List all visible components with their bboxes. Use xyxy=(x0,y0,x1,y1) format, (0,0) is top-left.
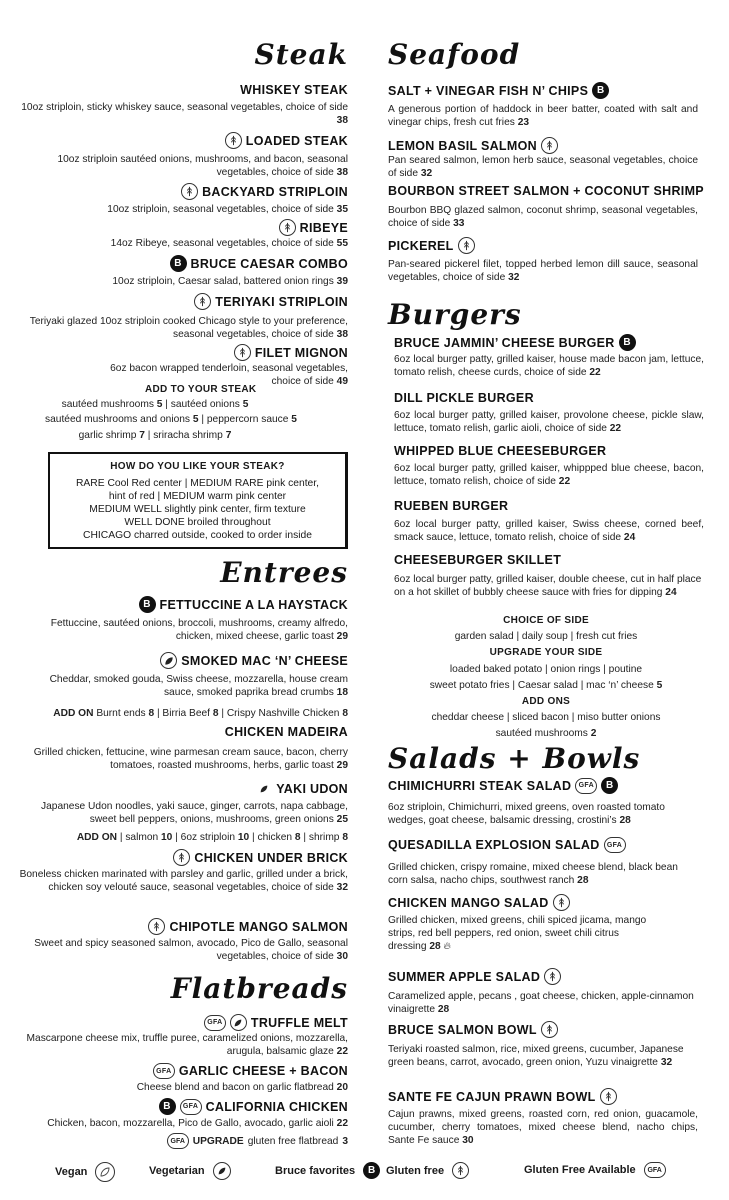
menu-item-description: 6oz local burger patty, grilled kaiser, house made bacon jam, lettuce, tomato relish, cheese curds, choice of side 22 xyxy=(394,354,704,378)
doneness-line: CHICAGO charred outside, cooked to order inside xyxy=(83,530,312,541)
menu-item-title xyxy=(153,1063,348,1079)
menu-item-title xyxy=(388,1021,558,1038)
item-name: BRUCE CAESAR COMBO xyxy=(190,256,348,271)
legend-label: Vegan xyxy=(55,1166,88,1178)
menu-item-title xyxy=(388,837,626,853)
gluten-free-icon xyxy=(181,183,198,200)
item-name: CHEESEBURGER SKILLET xyxy=(394,553,562,567)
menu-item-title xyxy=(173,849,348,866)
legend-label: Bruce favorites xyxy=(275,1164,356,1177)
menu-item-title xyxy=(181,183,348,200)
menu-item-description: Chicken, bacon, mozzarella, Pico de Gallo, avocado, garlic aioli 22 xyxy=(47,1118,348,1129)
doneness-line: RARE Cool Red center | MEDIUM RARE pink center, xyxy=(75,478,320,489)
udon-addon-line: ADD ON | salmon 10 | 6oz striploin 10 | chicken 8 | shrimp 8 xyxy=(76,832,348,843)
menu-item-title xyxy=(234,344,348,361)
item-name: YAKI UDON xyxy=(276,781,348,796)
menu-item-description: Cajun prawns, mixed greens, roasted corn, red onion, guacamole, cucumber, cherry tomatoes, mixed cheese blend, nacho chips, Sante Fe sauce 30 xyxy=(388,1109,698,1146)
bruce-favorite-icon: B xyxy=(139,596,156,613)
item-name: CHICKEN UNDER BRICK xyxy=(194,850,348,865)
menu-item-description: Grilled chicken, mixed greens, chili spiced jicama, mango strips, red bell peppers, red onion, sweet chili citrus dressing 28 🔥︎ xyxy=(388,915,647,952)
menu-item-title xyxy=(204,1014,348,1031)
menu-item-description: Bourbon BBQ glazed salmon, coconut shrimp, seasonal vegetables, choice of side 33 xyxy=(388,205,698,229)
flatbreads-section-title: Flatbreads xyxy=(170,972,348,1005)
menu-item-description: Sweet and spicy seasoned salmon, avocado, Pico de Gallo, seasonal vegetables, choice of side 30 xyxy=(34,938,348,962)
legend-label: Vegetarian xyxy=(149,1165,205,1177)
menu-item-description: Teriyaki roasted salmon, rice, mixed greens, cucumber, Japanese green beans, carrot, avocado, green onion, Yuzu vinaigrette 32 xyxy=(388,1044,684,1068)
item-name: LEMON BASIL SALMON xyxy=(388,138,537,153)
item-name: FILET MIGNON xyxy=(254,345,348,360)
menu-item-title xyxy=(388,137,558,154)
doneness-line: MEDIUM WELL slightly pink center, firm texture xyxy=(89,504,306,515)
choice-of-side-title: CHOICE OF SIDE xyxy=(503,615,589,626)
item-name: CALIFORNIA CHICKEN xyxy=(205,1099,348,1114)
spicy-flame-icon: 🔥︎ xyxy=(443,941,452,952)
gluten-free-available-icon: GFA xyxy=(167,1133,189,1149)
vegetarian-icon xyxy=(213,1162,231,1180)
legend-label: Gluten Free Available xyxy=(524,1164,636,1176)
menu-item-title xyxy=(394,334,636,351)
menu-item-description: 6oz bacon wrapped tenderloin, seasonal vegetables, choice of side 49 xyxy=(110,363,348,387)
gluten-free-available-icon: GFA xyxy=(644,1162,666,1178)
item-name: FETTUCCINE A LA HAYSTACK xyxy=(159,597,348,612)
menu-item-description: Grilled chicken, fettucine, wine parmesan cream sauce, bacon, cherry tomatoes, roasted mushrooms, herbs, garlic toast 29 xyxy=(33,747,348,771)
doneness-line: WELL DONE broiled throughout xyxy=(124,517,271,528)
menu-item-title xyxy=(255,780,348,797)
upgrade-side-line: sweet potato fries | Caesar salad | mac ‘n’ cheese 5 xyxy=(429,680,663,691)
item-name: TERIYAKI STRIPLOIN xyxy=(215,294,348,309)
menu-item-title xyxy=(148,918,348,935)
upgrade-side-title: UPGRADE YOUR SIDE xyxy=(489,647,603,658)
choice-of-side-line: garden salad | daily soup | fresh cut fries xyxy=(454,631,638,642)
entrees-section-title: Entrees xyxy=(220,556,348,589)
menu-item-title xyxy=(240,83,348,97)
gluten-free-icon xyxy=(541,1021,558,1038)
item-name: WHISKEY STEAK xyxy=(240,83,348,97)
legend-label: Gluten free xyxy=(386,1164,445,1177)
menu-item-description: Pan-seared pickerel filet, topped herbed lemon dill sauce, seasonal vegetables, choice of side 32 xyxy=(388,259,698,283)
gluten-free-available-icon: GFA xyxy=(153,1063,175,1079)
menu-item-description: Cheese blend and bacon on garlic flatbread 20 xyxy=(136,1082,348,1093)
steak-addons-title: ADD TO YOUR STEAK xyxy=(145,384,257,395)
item-name: SALT + VINEGAR FISH N’ CHIPS xyxy=(388,83,589,98)
item-name: SMOKED MAC ‘N’ CHEESE xyxy=(181,653,348,668)
item-name: TRUFFLE MELT xyxy=(250,1015,348,1030)
item-name: GARLIC CHEESE + BACON xyxy=(178,1064,348,1078)
menu-item-title xyxy=(160,652,348,669)
item-name: DILL PICKLE BURGER xyxy=(394,391,534,405)
menu-item-title xyxy=(388,82,609,99)
gluten-free-icon xyxy=(553,894,570,911)
steak-addons-line: sautéed mushrooms and onions 5 | peppercorn sauce 5 xyxy=(45,414,297,425)
menu-item-description: Teriyaki glazed 10oz striploin cooked Chicago style to your preference, seasonal vegetables, choice of side 38 xyxy=(29,316,348,340)
menu-item-title xyxy=(139,596,348,613)
menu-item-description: A generous portion of haddock in beer batter, coated with salt and vinegar chips, fresh cut fries 23 xyxy=(388,104,698,128)
menu-item-title xyxy=(388,1088,617,1105)
item-name: BOURBON STREET SALMON + COCONUT SHRIMP xyxy=(388,184,704,198)
gluten-free-icon xyxy=(600,1088,617,1105)
menu-item-description: Pan seared salmon, lemon herb sauce, seasonal vegetables, choice of side 32 xyxy=(388,155,698,179)
steak-doneness-box xyxy=(48,452,348,549)
bruce-favorite-icon: B xyxy=(159,1098,176,1115)
menu-item-title xyxy=(194,293,348,310)
menu-item-title xyxy=(394,553,561,567)
addons-title: ADD ONS xyxy=(521,696,571,707)
menu-item-title xyxy=(388,968,561,985)
salads-section-title: Salads + Bowls xyxy=(388,742,641,775)
doneness-line: hint of red | MEDIUM warm pink center xyxy=(108,491,287,502)
steak-addons-line: sautéed mushrooms 5 | sautéed onions 5 xyxy=(61,399,249,410)
menu-item-description: Boneless chicken marinated with parsley and garlic, grilled under a brick, chicken soy velouté sauce, seasonal vegetables, choice of side 32 xyxy=(19,869,348,893)
menu-item-description: Grilled chicken, crispy romaine, mixed cheese blend, black bean corn salsa, nacho chips, southwest ranch 28 xyxy=(388,862,678,886)
menu-item-description: 10oz striploin sautéed onions, mushrooms, and bacon, seasonal vegetables, choice of side 38 xyxy=(57,154,348,178)
vegetarian-icon xyxy=(255,780,272,797)
menu-item-title xyxy=(388,777,618,794)
menu-item-description: Cheddar, smoked gouda, Swiss cheese, mozzarella, house cream sauce, smoked paprika bread crumbs 18 xyxy=(49,674,348,698)
gluten-free-icon xyxy=(544,968,561,985)
gluten-free-icon xyxy=(194,293,211,310)
item-name: BRUCE SALMON BOWL xyxy=(388,1022,537,1037)
menu-item-description: 6oz local burger patty, grilled kaiser, double cheese, cut in half place on a hot skillet of bubbly cheese sauce with fries for dipping 24 xyxy=(394,574,702,598)
gluten-free-available-icon: GFA xyxy=(180,1099,202,1115)
item-name: PICKEREL xyxy=(388,238,454,253)
menu-item-title xyxy=(394,499,508,513)
menu-item-description: Caramelized apple, pecans , goat cheese, chicken, apple-cinnamon vinaigrette 28 xyxy=(388,991,694,1015)
item-name: CHICKEN MANGO SALAD xyxy=(388,895,549,910)
item-name: WHIPPED BLUE CHEESEBURGER xyxy=(394,444,607,458)
legend-gluten-free-available xyxy=(524,1162,666,1178)
legend-bruce-favorites xyxy=(275,1162,380,1179)
menu-item-description: 14oz Ribeye, seasonal vegetables, choice of side 55 xyxy=(110,238,348,249)
menu-item-description: Japanese Udon noodles, yaki sauce, ginger, carrots, napa cabbage, sweet bell peppers, onions, mushrooms, green onions 25 xyxy=(41,801,348,825)
legend-vegan xyxy=(55,1162,115,1182)
menu-item-description: Fettuccine, sautéed onions, broccoli, mushrooms, creamy alfredo, chicken, mixed cheese, garlic toast 29 xyxy=(50,618,348,642)
seafood-section-title: Seafood xyxy=(388,38,521,71)
menu-item-title xyxy=(225,725,348,739)
doneness-title: HOW DO YOU LIKE YOUR STEAK? xyxy=(110,461,285,472)
item-name: RUEBEN BURGER xyxy=(394,499,509,513)
menu-item-title xyxy=(159,1098,348,1115)
gluten-free-available-icon: GFA xyxy=(575,778,597,794)
item-name: RIBEYE xyxy=(299,220,348,235)
menu-item-title xyxy=(394,444,606,458)
item-price: 38 xyxy=(336,115,348,126)
gluten-free-icon xyxy=(148,918,165,935)
menu-item-title xyxy=(170,255,349,272)
gluten-free-icon xyxy=(452,1162,469,1179)
flatbread-upgrade-line: GFA UPGRADE gluten free flatbread 3 xyxy=(18,1133,348,1149)
burgers-section-title: Burgers xyxy=(388,298,522,331)
item-name: SANTE FE CAJUN PRAWN BOWL xyxy=(388,1089,596,1104)
vegetarian-icon xyxy=(160,652,177,669)
bruce-favorite-icon: B xyxy=(592,82,609,99)
item-name: CHIPOTLE MANGO SALMON xyxy=(169,919,348,934)
menu-item-description: 6oz striploin, Chimichurri, mixed greens, oven roasted tomato wedges, goat cheese, balsamic dressing, crostini’s 28 xyxy=(388,802,665,826)
gluten-free-icon xyxy=(458,237,475,254)
steak-addons-line: garlic shrimp 7 | sriracha shrimp 7 xyxy=(78,430,232,441)
vegetarian-icon xyxy=(230,1014,247,1031)
item-name: LOADED STEAK xyxy=(245,133,348,148)
item-name: CHICKEN MADEIRA xyxy=(224,725,348,739)
gluten-free-icon xyxy=(541,137,558,154)
addons-line: cheddar cheese | sliced bacon | miso butter onions xyxy=(431,712,661,723)
menu-item-description: 6oz local burger patty, grilled kaiser, Swiss cheese, corned beef, smack sauce, lettuce, tomato relish, choice of side 24 xyxy=(394,519,704,543)
item-name: BACKYARD STRIPLOIN xyxy=(202,184,348,199)
gluten-free-available-icon: GFA xyxy=(604,837,626,853)
menu-item-title xyxy=(388,237,475,254)
gluten-free-available-icon: GFA xyxy=(204,1015,226,1031)
legend-vegetarian xyxy=(149,1162,231,1180)
bruce-favorite-icon: B xyxy=(170,255,187,272)
menu-item-description: 10oz striploin, seasonal vegetables, choice of side 35 xyxy=(107,204,348,215)
menu-item-description: 6oz local burger patty, grilled kaiser, provolone cheese, pickle slaw, lettuce, tomato relish, garlic aioli, choice of side 22 xyxy=(394,410,704,434)
bruce-favorite-icon: B xyxy=(601,777,618,794)
menu-item-title xyxy=(394,391,534,405)
menu-item-description: 10oz striploin, Caesar salad, battered onion rings 39 xyxy=(112,276,348,287)
legend xyxy=(0,1158,729,1186)
upgrade-side-line: loaded baked potato | onion rings | poutine xyxy=(449,664,643,675)
item-name: SUMMER APPLE SALAD xyxy=(388,969,541,984)
item-name: QUESADILLA EXPLOSION SALAD xyxy=(388,838,600,852)
addons-line: sautéed mushrooms 2 xyxy=(495,728,597,739)
gluten-free-icon xyxy=(225,132,242,149)
gluten-free-icon xyxy=(173,849,190,866)
menu-item-description: 10oz striploin, sticky whiskey sauce, seasonal vegetables, choice of side 38 xyxy=(21,102,348,126)
menu-item-description: Mascarpone cheese mix, truffle puree, caramelized onions, mozzarella, arugula, balsamic glaze 22 xyxy=(26,1033,348,1057)
steak-section-title: Steak xyxy=(254,38,348,71)
menu-item-title xyxy=(279,219,348,236)
bruce-favorite-icon: B xyxy=(363,1162,380,1179)
menu-item-title xyxy=(388,894,570,911)
gluten-free-icon xyxy=(279,219,296,236)
legend-gluten-free xyxy=(386,1162,469,1179)
menu-item-description: 6oz local burger patty, grilled kaiser, whippped blue cheese, bacon, lettuce, tomato relish, choice of side 22 xyxy=(394,463,704,487)
bruce-favorite-icon: B xyxy=(619,334,636,351)
menu-item-title xyxy=(225,132,348,149)
item-name: BRUCE JAMMIN’ CHEESE BURGER xyxy=(394,335,615,350)
vegan-icon xyxy=(95,1162,115,1182)
gluten-free-icon xyxy=(234,344,251,361)
item-name: CHIMICHURRI STEAK SALAD xyxy=(388,778,572,793)
menu-item-title xyxy=(388,184,704,198)
mac-addon-line: ADD ON Burnt ends 8 | Birria Beef 8 | Crispy Nashville Chicken 8 xyxy=(53,708,348,719)
